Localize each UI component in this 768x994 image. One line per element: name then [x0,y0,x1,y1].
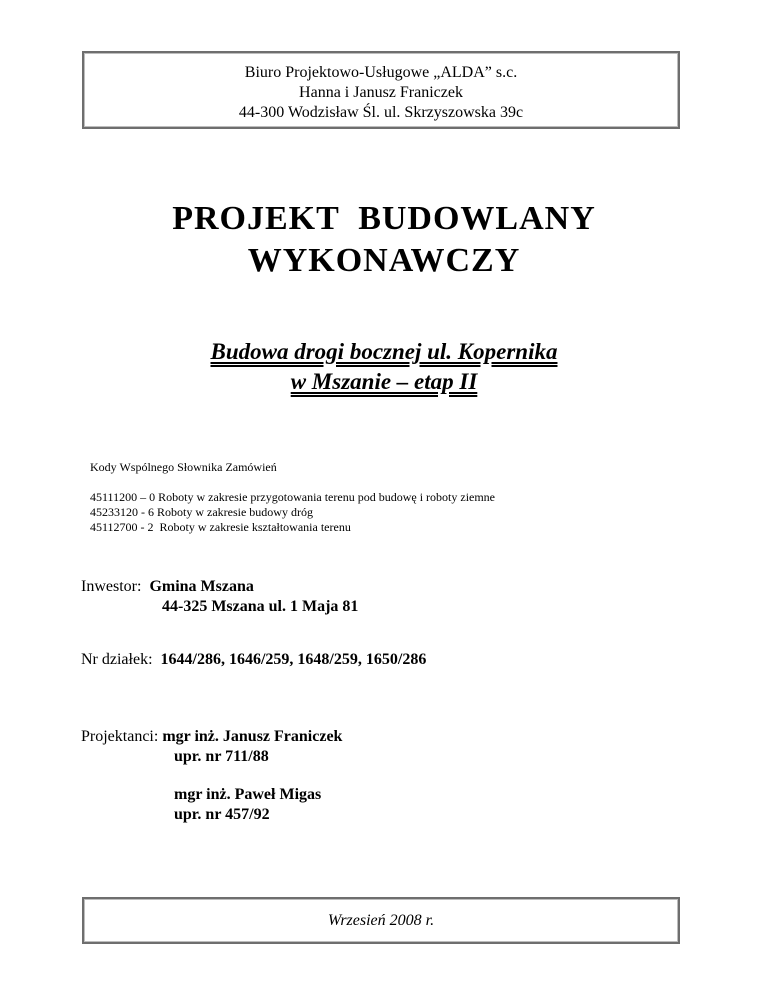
company-address: 44-300 Wodzisław Śl. ul. Skrzyszowska 39c [238,104,524,121]
cpv-code-1: 45111200 – 0 Roboty w zakresie przygotowania terenu pod budowę i roboty ziemne [90,490,496,504]
designer-1-license: upr. nr 711/88 [174,748,269,765]
designer-2-name: mgr inż. Paweł Migas [174,786,322,803]
company-name: Biuro Projektowo-Usługowe „ALDA” s.c. [244,64,518,81]
company-header-box [82,51,680,129]
cpv-codes-section [90,460,495,535]
designers-label: Projektanci: [81,728,159,745]
date-box [82,897,680,944]
cpv-code-2: 45233120 - 6 Roboty w zakresie budowy dróg [90,505,313,519]
designers-section [81,727,342,825]
cpv-code-3: 45112700 - 2 Roboty w zakresie kształtowania terenu [90,520,351,534]
project-name-line-2: w Mszanie – etap II [290,369,478,394]
cpv-heading: Kody Wspólnego Słownika Zamówień [90,460,277,474]
plots-value: 1644/286, 1646/259, 1648/259, 1650/286 [160,651,427,668]
project-name [0,337,768,397]
investor-address: 44-325 Mszana ul. 1 Maja 81 [162,598,359,615]
plots-label: Nr działek: [81,651,153,668]
document-date: Wrzesień 2008 r. [327,912,435,929]
investor-name: Gmina Mszana [149,578,254,595]
document-title-line-2: WYKONAWCZY [247,242,521,279]
investor-section [81,577,358,617]
investor-label: Inwestor: [81,578,142,595]
document-title-line-1: PROJEKT BUDOWLANY [172,200,596,237]
document-title [0,198,768,282]
designer-1-name: mgr inż. Janusz Franiczek [162,728,343,745]
project-name-line-1: Budowa drogi bocznej ul. Kopernika [210,339,558,364]
plots-section [81,650,426,670]
company-owners: Hanna i Janusz Franiczek [299,84,463,101]
designer-2-license: upr. nr 457/92 [174,806,270,823]
